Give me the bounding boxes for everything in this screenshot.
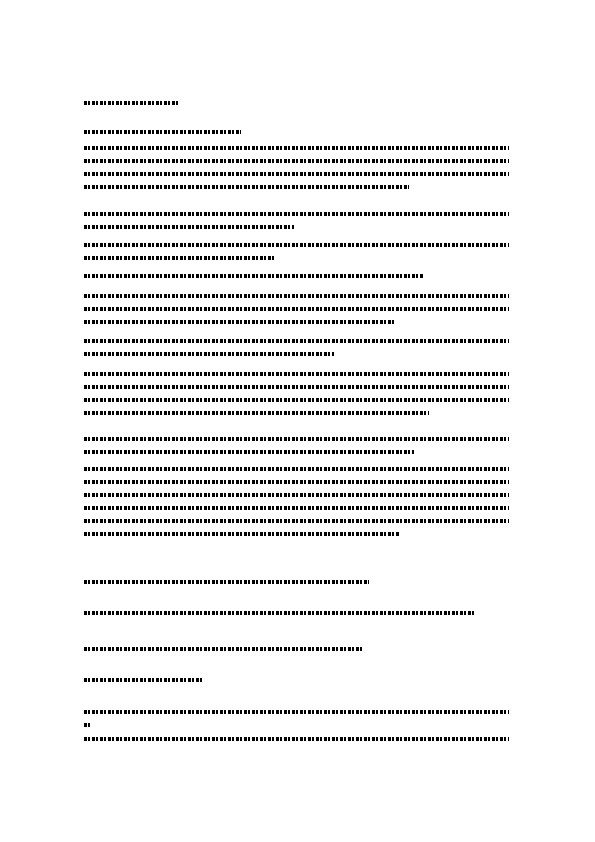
section-subheading: [84, 130, 241, 134]
paragraph: [84, 437, 509, 454]
paragraph: [84, 710, 509, 741]
paragraph: [84, 372, 509, 415]
paragraph: [84, 146, 509, 189]
paragraph: [84, 339, 509, 356]
paragraph: [84, 243, 509, 260]
list-item: [84, 678, 204, 682]
document-heading: [84, 101, 180, 105]
paragraph: [84, 274, 424, 278]
paragraph: [84, 212, 509, 229]
paragraph: [84, 294, 509, 324]
paragraph: [84, 467, 509, 536]
list-item: [84, 647, 364, 651]
list-item: [84, 580, 369, 584]
list-item: [84, 611, 474, 615]
